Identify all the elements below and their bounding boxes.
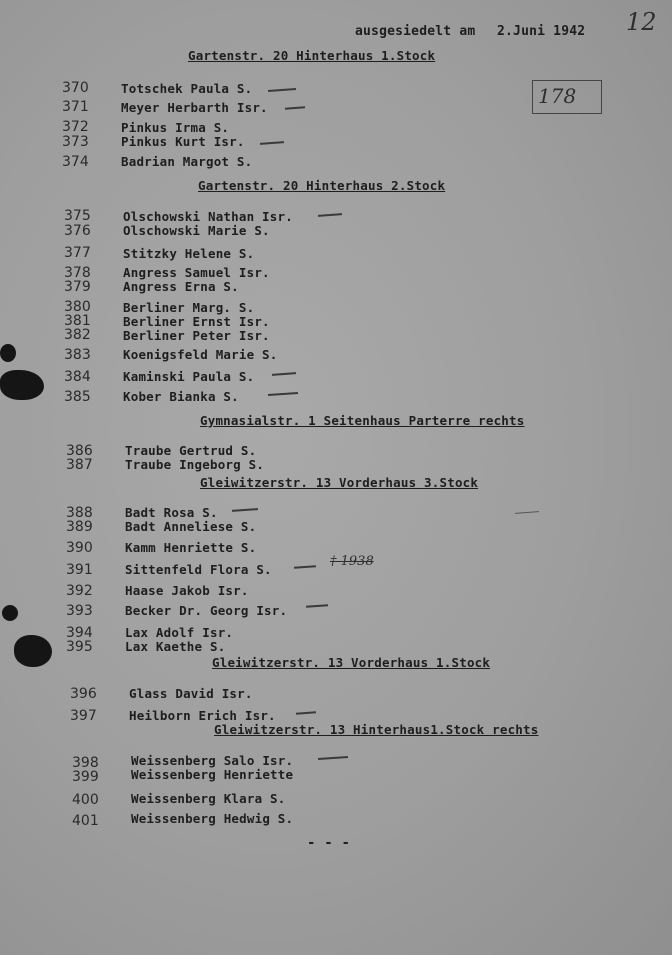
entry-number: 374 bbox=[62, 154, 89, 170]
entry-number: 390 bbox=[66, 540, 93, 556]
check-mark bbox=[294, 565, 316, 569]
entry-number: 373 bbox=[62, 134, 89, 150]
entry-name: Weissenberg Henriette bbox=[131, 767, 294, 782]
archive-number: 178 bbox=[538, 84, 577, 108]
entry-number: 397 bbox=[70, 708, 97, 724]
check-mark bbox=[296, 711, 316, 714]
annotation-391: † 1938 bbox=[330, 554, 374, 569]
check-mark bbox=[268, 392, 298, 396]
entry-number: 393 bbox=[66, 603, 93, 619]
entry-number: 401 bbox=[72, 813, 99, 829]
entry-number: 378 bbox=[64, 265, 91, 281]
entry-name: Sittenfeld Flora S. bbox=[125, 562, 272, 577]
check-mark bbox=[306, 604, 328, 608]
entry-name: Badt Anneliese S. bbox=[125, 519, 257, 534]
entry-number: 396 bbox=[70, 686, 97, 702]
ink-blot bbox=[0, 370, 44, 400]
entry-name: Olschowski Nathan Isr. bbox=[123, 209, 293, 224]
entry-number: 372 bbox=[62, 119, 89, 135]
entry-number: 387 bbox=[66, 457, 93, 473]
entry-name: Kaminski Paula S. bbox=[123, 369, 255, 384]
entry-name: Heilborn Erich Isr. bbox=[129, 708, 276, 723]
entry-name: Meyer Herbarth Isr. bbox=[121, 100, 268, 115]
check-mark bbox=[318, 213, 342, 217]
entry-number: 377 bbox=[64, 245, 91, 261]
check-mark bbox=[268, 88, 296, 92]
check-mark bbox=[318, 756, 348, 760]
entry-name: Berliner Marg. S. bbox=[123, 300, 255, 315]
ink-blot bbox=[2, 605, 18, 621]
entry-name: Weissenberg Hedwig S. bbox=[131, 811, 294, 826]
entry-name: Berliner Peter Isr. bbox=[123, 328, 270, 343]
entry-name: Badrian Margot S. bbox=[121, 154, 253, 169]
entry-number: 381 bbox=[64, 313, 91, 329]
entry-number: 380 bbox=[64, 299, 91, 315]
entry-number: 398 bbox=[72, 755, 99, 771]
entry-name: Badt Rosa S. bbox=[125, 505, 218, 520]
entry-number: 382 bbox=[64, 327, 91, 343]
entry-name: Angress Samuel Isr. bbox=[123, 265, 270, 280]
stray-mark bbox=[515, 511, 539, 514]
entry-number: 384 bbox=[64, 369, 91, 385]
entry-number: 370 bbox=[62, 80, 89, 96]
entry-name: Lax Kaethe S. bbox=[125, 639, 226, 654]
ink-blot bbox=[14, 635, 52, 667]
entry-number: 379 bbox=[64, 279, 91, 295]
entry-name: Olschowski Marie S. bbox=[123, 223, 270, 238]
entry-name: Stitzky Helene S. bbox=[123, 246, 255, 261]
ink-blot bbox=[0, 344, 16, 362]
entry-number: 385 bbox=[64, 389, 91, 405]
page-number: 12 bbox=[626, 8, 657, 36]
section-heading: Gleiwitzerstr. 13 Hinterhaus1.Stock rechts bbox=[214, 722, 539, 737]
end-mark: - - - bbox=[307, 835, 351, 851]
entry-name: Haase Jakob Isr. bbox=[125, 583, 249, 598]
entry-name: Angress Erna S. bbox=[123, 279, 239, 294]
entry-number: 371 bbox=[62, 99, 89, 115]
entry-name: Kamm Henriette S. bbox=[125, 540, 257, 555]
entry-name: Lax Adolf Isr. bbox=[125, 625, 234, 640]
section-heading: Gymnasialstr. 1 Seitenhaus Parterre rechts bbox=[200, 413, 525, 428]
entry-name: Becker Dr. Georg Isr. bbox=[125, 603, 288, 618]
entry-number: 392 bbox=[66, 583, 93, 599]
entry-name: Totschek Paula S. bbox=[121, 81, 253, 96]
section-heading: Gleiwitzerstr. 13 Vorderhaus 3.Stock bbox=[200, 475, 479, 490]
check-mark bbox=[232, 508, 258, 512]
entry-number: 399 bbox=[72, 769, 99, 785]
entry-number: 388 bbox=[66, 505, 93, 521]
deported-label: ausgesiedelt am bbox=[355, 24, 476, 39]
section-heading: Gartenstr. 20 Hinterhaus 1.Stock bbox=[188, 48, 436, 63]
section-heading: Gartenstr. 20 Hinterhaus 2.Stock bbox=[198, 178, 446, 193]
entry-number: 375 bbox=[64, 208, 91, 224]
entry-number: 391 bbox=[66, 562, 93, 578]
entry-number: 400 bbox=[72, 792, 99, 808]
entry-number: 376 bbox=[64, 223, 91, 239]
entry-name: Berliner Ernst Isr. bbox=[123, 314, 270, 329]
entry-name: Kober Bianka S. bbox=[123, 389, 239, 404]
entry-number: 386 bbox=[66, 443, 93, 459]
entry-name: Pinkus Kurt Isr. bbox=[121, 134, 245, 149]
section-heading: Gleiwitzerstr. 13 Vorderhaus 1.Stock bbox=[212, 655, 491, 670]
entry-name: Glass David Isr. bbox=[129, 686, 253, 701]
entry-name: Traube Ingeborg S. bbox=[125, 457, 265, 472]
entry-number: 394 bbox=[66, 625, 93, 641]
check-mark bbox=[260, 141, 284, 145]
entry-number: 383 bbox=[64, 347, 91, 363]
entry-number: 389 bbox=[66, 519, 93, 535]
entry-name: Weissenberg Klara S. bbox=[131, 791, 286, 806]
check-mark bbox=[285, 106, 305, 109]
deportation-date: 2.Juni 1942 bbox=[497, 24, 586, 39]
entry-name: Pinkus Irma S. bbox=[121, 120, 230, 135]
entry-name: Weissenberg Salo Isr. bbox=[131, 753, 294, 768]
entry-number: 395 bbox=[66, 639, 93, 655]
entry-name: Koenigsfeld Marie S. bbox=[123, 347, 278, 362]
entry-name: Traube Gertrud S. bbox=[125, 443, 257, 458]
check-mark bbox=[272, 372, 296, 376]
